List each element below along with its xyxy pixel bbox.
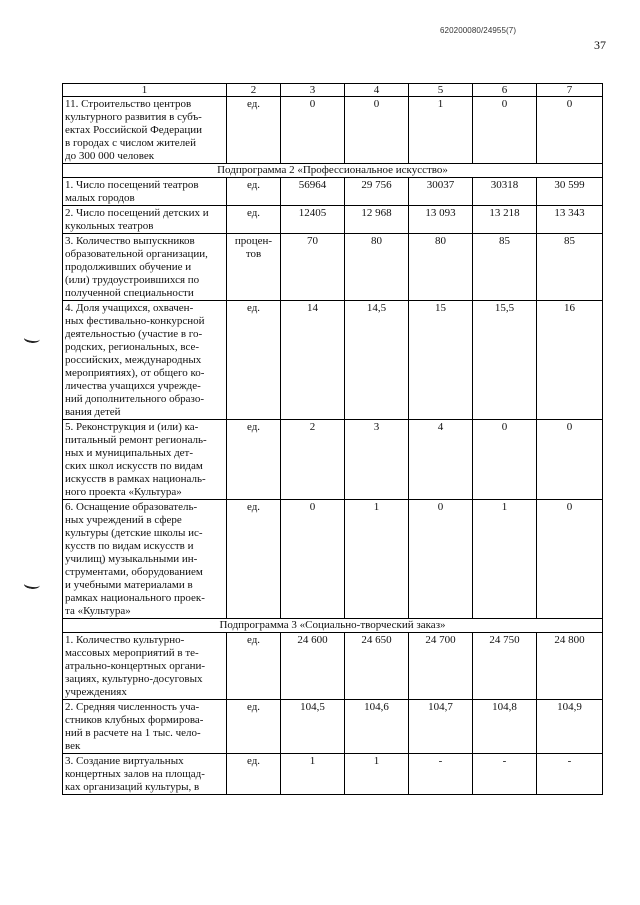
value-cell: 24 800: [537, 633, 603, 700]
value-cell: 14,5: [345, 301, 409, 420]
subprogram-row: [63, 164, 603, 178]
value-cell: 13 093: [409, 206, 473, 234]
value-cell: 70: [281, 234, 345, 301]
value-cell: 16: [537, 301, 603, 420]
value-cell: 15,5: [473, 301, 537, 420]
value-cell: 30318: [473, 178, 537, 206]
indicator-row: [63, 420, 603, 500]
value-cell: 0: [345, 97, 409, 164]
indicator-row: [63, 500, 603, 619]
value-cell: 30037: [409, 178, 473, 206]
indicator-row: [63, 754, 603, 795]
value-cell: 104,8: [473, 700, 537, 754]
indicator-name: 4. Доля учащихся, охвачен- ных фестивально-конкурсной деятельностью (участие в го- родских, региональных, все- российских, международных мероприятиях), от общего ко- личества учащихся учрежде- ний дополнительного образо- вания детей: [63, 301, 227, 420]
value-cell: 0: [537, 97, 603, 164]
value-cell: 24 700: [409, 633, 473, 700]
unit-cell: процен- тов: [227, 234, 281, 301]
column-number: 3: [281, 84, 345, 97]
unit-cell: ед.: [227, 301, 281, 420]
value-cell: 0: [537, 420, 603, 500]
value-cell: 0: [473, 97, 537, 164]
value-cell: 13 218: [473, 206, 537, 234]
column-number: 7: [537, 84, 603, 97]
value-cell: 1: [281, 754, 345, 795]
column-number-row: [63, 84, 603, 97]
value-cell: 13 343: [537, 206, 603, 234]
value-cell: 24 600: [281, 633, 345, 700]
value-cell: -: [537, 754, 603, 795]
indicator-row: [63, 700, 603, 754]
indicators-table: [62, 83, 603, 795]
value-cell: 29 756: [345, 178, 409, 206]
value-cell: 3: [345, 420, 409, 500]
value-cell: -: [409, 754, 473, 795]
indicator-name: 3. Создание виртуальных концертных залов на площад- ках организаций культуры, в: [63, 754, 227, 795]
unit-cell: ед.: [227, 97, 281, 164]
subprogram-title: Подпрограмма 2 «Профессиональное искусство»: [63, 164, 603, 178]
subprogram-row: [63, 619, 603, 633]
indicator-name: 5. Реконструкция и (или) ка- питальный ремонт региональ- ных и муниципальных дет- ских школ искусств по видам искусств в рамках националь- ного проекта «Культура»: [63, 420, 227, 500]
column-number: 1: [63, 84, 227, 97]
indicator-row: [63, 206, 603, 234]
value-cell: 0: [281, 500, 345, 619]
doc-code: 620200080/24955(7): [440, 26, 517, 35]
indicator-name: 2. Число посещений детских и кукольных театров: [63, 206, 227, 234]
indicator-name: 1. Число посещений театров малых городов: [63, 178, 227, 206]
indicator-name: 11. Строительство центров культурного развития в субъ- ектах Российской Федерации в городах с числом жителей до 300 000 человек: [63, 97, 227, 164]
value-cell: 80: [345, 234, 409, 301]
value-cell: 24 650: [345, 633, 409, 700]
column-number: 4: [345, 84, 409, 97]
value-cell: 85: [473, 234, 537, 301]
value-cell: 85: [537, 234, 603, 301]
value-cell: 2: [281, 420, 345, 500]
value-cell: 0: [281, 97, 345, 164]
value-cell: 104,6: [345, 700, 409, 754]
value-cell: 0: [537, 500, 603, 619]
value-cell: 0: [409, 500, 473, 619]
unit-cell: ед.: [227, 633, 281, 700]
margin-mark: [23, 332, 41, 344]
indicator-name: 1. Количество культурно- массовых мероприятий в те- атрально-концертных органи- зациях, культурно-досуговых учреждениях: [63, 633, 227, 700]
value-cell: -: [473, 754, 537, 795]
page-number: 37: [594, 38, 606, 52]
indicator-name: 2. Средняя численность уча- стников клубных формирова- ний в расчете на 1 тыс. чело- век: [63, 700, 227, 754]
value-cell: 4: [409, 420, 473, 500]
indicator-row: [63, 234, 603, 301]
table-body: [63, 84, 603, 795]
value-cell: 104,7: [409, 700, 473, 754]
value-cell: 0: [473, 420, 537, 500]
indicator-row: [63, 301, 603, 420]
unit-cell: ед.: [227, 500, 281, 619]
column-number: 6: [473, 84, 537, 97]
column-number: 2: [227, 84, 281, 97]
value-cell: 30 599: [537, 178, 603, 206]
indicator-row: [63, 178, 603, 206]
value-cell: 104,5: [281, 700, 345, 754]
indicator-name: 3. Количество выпускников образовательной организации, продолживших обучение и (или) трудоустроившихся по полученной специальности: [63, 234, 227, 301]
value-cell: 1: [345, 754, 409, 795]
indicator-row: [63, 97, 603, 164]
value-cell: 80: [409, 234, 473, 301]
value-cell: 1: [345, 500, 409, 619]
subprogram-title: Подпрограмма 3 «Социально-творческий заказ»: [63, 619, 603, 633]
value-cell: 1: [409, 97, 473, 164]
unit-cell: ед.: [227, 420, 281, 500]
value-cell: 15: [409, 301, 473, 420]
value-cell: 12 968: [345, 206, 409, 234]
unit-cell: ед.: [227, 178, 281, 206]
unit-cell: ед.: [227, 700, 281, 754]
margin-mark: [23, 578, 41, 590]
unit-cell: ед.: [227, 754, 281, 795]
value-cell: 104,9: [537, 700, 603, 754]
value-cell: 12405: [281, 206, 345, 234]
value-cell: 24 750: [473, 633, 537, 700]
indicator-row: [63, 633, 603, 700]
column-number: 5: [409, 84, 473, 97]
indicator-name: 6. Оснащение образователь- ных учреждений в сфере культуры (детские школы ис- кусств по видам искусств и училищ) музыкальными ин- струментами, оборудованием и учебными материалами в рамках национального проек- та «Культура»: [63, 500, 227, 619]
value-cell: 56964: [281, 178, 345, 206]
value-cell: 14: [281, 301, 345, 420]
value-cell: 1: [473, 500, 537, 619]
unit-cell: ед.: [227, 206, 281, 234]
